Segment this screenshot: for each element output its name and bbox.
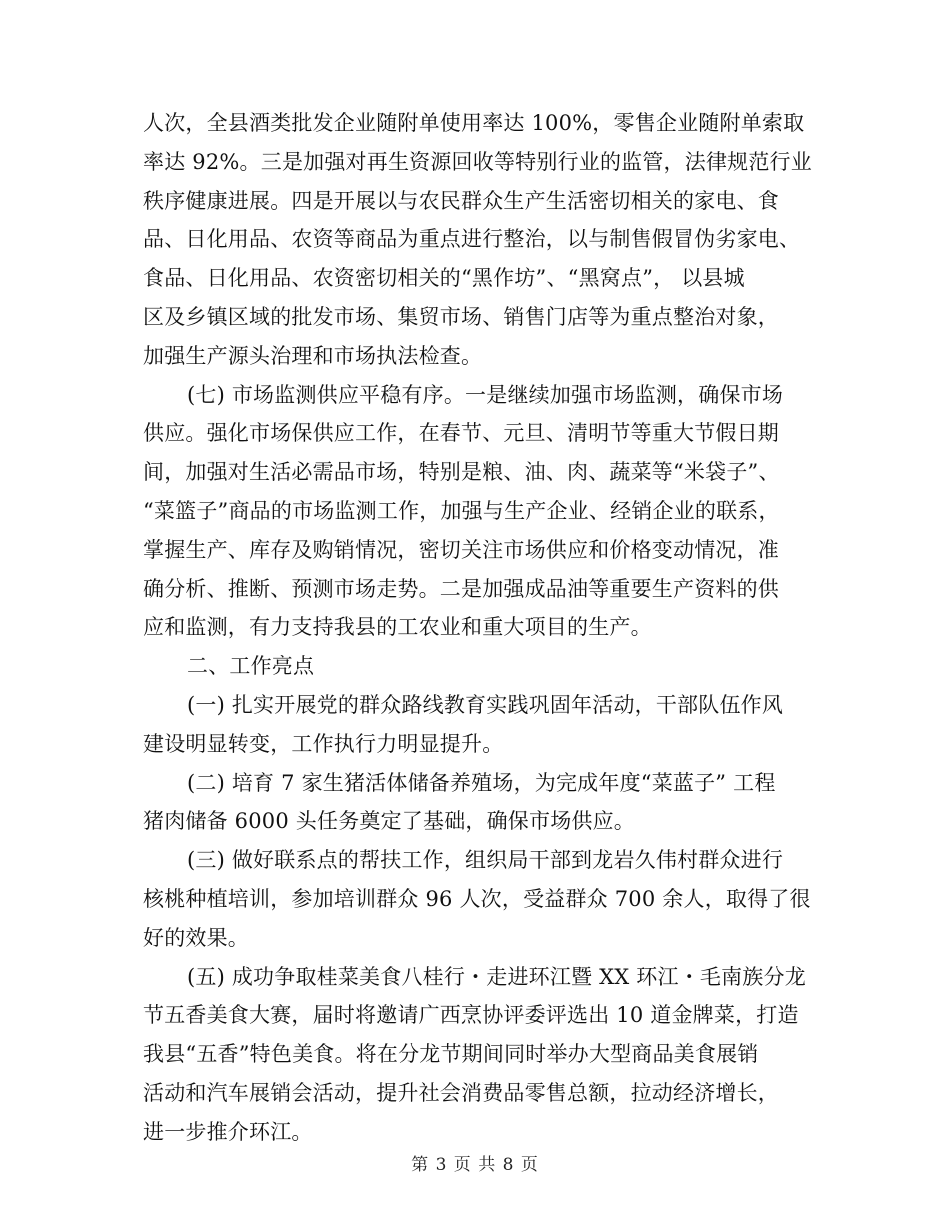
- text-line: 间，加强对生活必需品市场，特别是粮、油、肉、蔬菜等“米袋子”、: [143, 460, 780, 485]
- text-line: 猪肉储备 6000 头任务奠定了基础，确保市场供应。: [143, 809, 635, 834]
- text-line: (二) 培育 7 家生猪活体储备养殖场，为完成年度“菜蓝子” 工程: [187, 770, 776, 795]
- text-line: (五) 成功争取桂菜美食八桂行・走进环江暨 XX 环江・毛南族分龙: [187, 964, 806, 989]
- paragraph: [143, 686, 808, 764]
- text-line: 应和监测，有力支持我县的工农业和重大项目的生产。: [143, 615, 652, 640]
- text-line: 秩序健康进展。四是开展以与农民群众生产生活密切相关的家电、食: [143, 188, 779, 213]
- text-line: 掌握生产、库存及购销情况，密切关注市场供应和价格变动情况，准: [143, 537, 779, 562]
- paragraph: [143, 647, 808, 686]
- text-line: (三) 做好联系点的帮扶工作，组织局干部到龙岩久伟村群众进行: [187, 848, 784, 873]
- text-line: 我县“五香”特色美食。将在分龙节期间同时举办大型商品美食展销: [143, 1042, 759, 1067]
- text-line: (一) 扎实开展党的群众路线教育实践巩固年活动，干部队伍作风: [187, 692, 784, 717]
- text-line: 区及乡镇区域的批发市场、集贸市场、销售门店等为重点整治对象，: [143, 304, 779, 329]
- text-line: (七) 市场监测供应平稳有序。一是继续加强市场监测，确保市场: [187, 382, 784, 407]
- text-line: 加强生产源头治理和市场执法检查。: [143, 343, 483, 368]
- text-line: 好的效果。: [143, 925, 249, 950]
- text-line: 节五香美食大赛，届时将邀请广西烹协评委评选出 10 道金牌菜，打造: [143, 1003, 799, 1028]
- paragraph: [143, 104, 812, 376]
- text-line: 供应。强化市场保供应工作，在春节、元旦、清明节等重大节假日期: [143, 421, 779, 446]
- text-line: 食品、日化用品、农资密切相关的“黑作坊”、“黑窝点”， 以县城: [143, 266, 745, 291]
- text-line: 率达 92%。三是加强对再生资源回收等特别行业的监管，法律规范行业: [143, 149, 812, 174]
- text-line: 进一步推介环江。: [143, 1119, 313, 1144]
- text-line: 活动和汽车展销会活动，提升社会消费品零售总额，拉动经济增长，: [143, 1080, 779, 1105]
- text-line: 确分析、推断、预测市场走势。二是加强成品油等重要生产资料的供: [143, 576, 779, 601]
- document-body: [143, 104, 812, 1152]
- text-line: 核桃种植培训，参加培训群众 96 人次，受益群众 700 余人，取得了很: [143, 886, 811, 911]
- paragraph: [143, 958, 808, 1152]
- text-line: 人次，全县酒类批发企业随附单使用率达 100%，零售企业随附单索取: [143, 111, 805, 135]
- text-line: 建设明显转变，工作执行力明显提升。: [143, 731, 504, 756]
- paragraph: [143, 376, 808, 648]
- text-line: 品、日化用品、农资等商品为重点进行整治，以与制售假冒伪劣家电、: [143, 227, 801, 252]
- paragraph: [143, 764, 808, 842]
- text-line: 二、工作亮点: [187, 654, 315, 679]
- page-footer: 第 3 页 共 8 页: [411, 1155, 539, 1175]
- paragraph: [143, 841, 811, 957]
- text-line: “菜篮子”商品的市场监测工作，加强与生产企业、经销企业的联系，: [143, 498, 780, 523]
